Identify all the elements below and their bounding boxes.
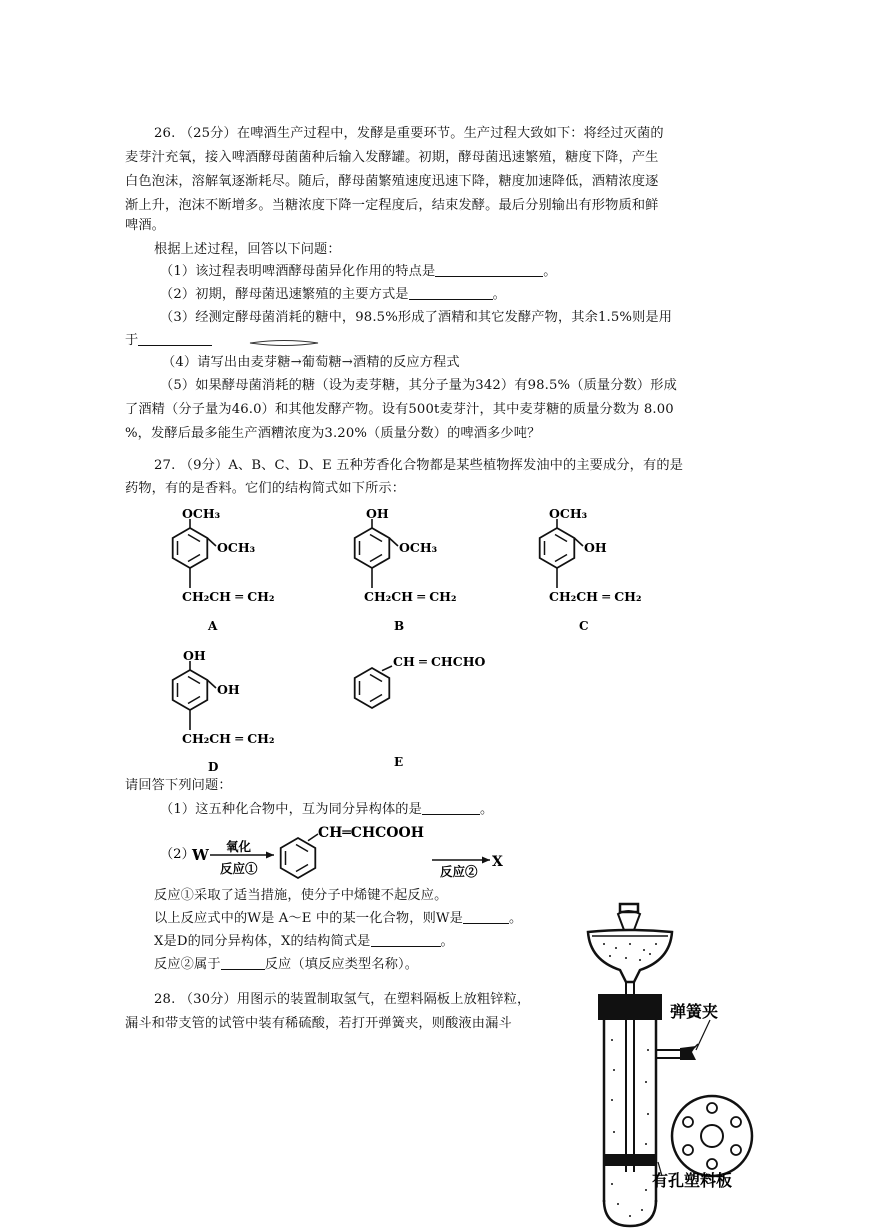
q27-ask: 请回答下列问题： — [125, 778, 232, 793]
answer-blank[interactable] — [371, 932, 441, 947]
A-side-group: OCH₃ — [217, 540, 256, 555]
q26-sub-5b: 了酒精（分子量为46.0）和其他发酵产物。设有500t麦芽汁，其中麦芽糖的质量分数为 8.00 — [125, 402, 674, 417]
q26-sub-3a: （3）经测定酵母菌消耗的糖中，98.5%形成了酒精和其它发酵产物，其余1.5%则是用 — [160, 310, 673, 325]
product-X: X — [492, 854, 503, 870]
D-label: D — [208, 760, 219, 774]
q26-sub-5c: %，发酵后最多能生产酒糟浓度为3.20%（质量分数）的啤酒多少吨？ — [125, 426, 541, 441]
q26-line-2: 麦芽汁充氧，接入啤酒酵母菌菌种后输入发酵罐。初期，酵母菌迅速繁殖，糖度下降，产生 — [125, 150, 659, 165]
A-top-group: OCH₃ — [182, 506, 221, 521]
D-top-group: OH — [183, 648, 206, 663]
answer-blank[interactable] — [422, 800, 480, 815]
product-group: CH═CHCOOH — [318, 825, 424, 841]
perforated-plate-top-view-icon — [672, 1096, 752, 1176]
q27-note-4a: 反应②属于 — [154, 957, 221, 972]
q28-line-1: 28. （30分）用图示的装置制取氢气，在塑料隔板上放粗锌粒， — [154, 992, 531, 1007]
structure-B — [355, 506, 457, 633]
A-chain: CH₂CH ═ CH₂ — [182, 589, 275, 604]
answer-blank[interactable] — [221, 955, 265, 970]
B-label: B — [394, 619, 405, 633]
D-side-group: OH — [217, 682, 240, 697]
spring-clip-label: 弹簧夹 — [670, 1002, 719, 1021]
q26-line-5: 啤酒。 — [125, 218, 166, 233]
q27-line-1: 27. （9分）A、B、C、D、E 五种芳香化合物都是某些植物挥发油中的主要成分，有的是 — [154, 458, 684, 473]
answer-blank[interactable] — [463, 909, 509, 924]
q26-sub-1-text: （1）该过程表明啤酒酵母菌异化作用的特点是 — [160, 264, 436, 279]
E-chain: CH ═ CHCHO — [393, 654, 486, 669]
q27-sub-1 — [160, 800, 493, 820]
D-chain: CH₂CH ═ CH₂ — [182, 731, 275, 746]
B-top-group: OH — [366, 506, 389, 521]
structure-D — [173, 648, 275, 774]
sub-2-prefix: （2） — [160, 847, 195, 862]
structure-C — [540, 506, 642, 633]
q27-note-2-text: 以上反应式中的W是 A～E 中的某一化合物，则W是 — [154, 911, 463, 926]
q26-sub-3b-text: 于 — [125, 333, 139, 348]
B-side-group: OCH₃ — [399, 540, 438, 555]
reactant-W: W — [192, 846, 209, 864]
C-chain: CH₂CH ═ CH₂ — [549, 589, 642, 604]
q27-note-4b: 反应（填反应类型名称）。 — [264, 957, 419, 972]
spring-clip-icon — [680, 1046, 696, 1060]
plate-icon — [604, 1154, 656, 1166]
period: 。 — [508, 911, 523, 926]
structure-A — [173, 506, 275, 633]
reaction-2-label: 反应② — [440, 864, 478, 879]
q26-intro: 根据上述过程，回答以下问题： — [154, 242, 341, 257]
q27-note-3-text: X是D的同分异构体，X的结构简式是 — [154, 934, 371, 949]
q26-sub-4: （4）请写出由麦芽糖→葡萄糖→酒精的反应方程式 — [162, 355, 460, 370]
q26-sub-2-text: （2）初期，酵母菌迅速繁殖的主要方式是 — [160, 287, 409, 302]
q26-line-1: 26. （25分）在啤酒生产过程中，发酵是重要环节。生产过程大致如下：将经过灭菌的 — [154, 126, 664, 141]
E-label: E — [394, 755, 404, 769]
reaction-1-label: 反应① — [220, 861, 258, 876]
q27-sub-1-text: （1）这五种化合物中，互为同分异构体的是 — [160, 802, 422, 817]
B-chain: CH₂CH ═ CH₂ — [364, 589, 457, 604]
C-top-group: OCH₃ — [549, 506, 588, 521]
A-label: A — [208, 619, 218, 633]
q27-note-2 — [154, 909, 522, 929]
q26-line-3: 白色泡沫，溶解氧逐渐耗尽。随后，酵母菌繁殖速度迅速下降，糖度加速降低，酒精浓度逐 — [125, 174, 659, 189]
q26-sub-5a: （5）如果酵母菌消耗的糖（设为麦芽糖，其分子量为342）有98.5%（质量分数）形成 — [160, 378, 677, 393]
period: 。 — [492, 287, 506, 302]
reaction-scheme — [150, 818, 530, 882]
C-label: C — [579, 619, 589, 633]
q26-line-4: 渐上升，泡沫不断增多。当糖浓度下降一定程度后，结束发酵。最后分别输出有形物质和鲜 — [125, 198, 659, 213]
q27-note-4 — [154, 955, 418, 975]
period: 。 — [440, 934, 454, 949]
q28-line-2: 漏斗和带支管的试管中装有稀硫酸，若打开弹簧夹，则酸液由漏斗 — [125, 1016, 512, 1031]
oxidation-label: 氧化 — [226, 839, 252, 854]
C-side-group: OH — [584, 540, 607, 555]
period: 。 — [543, 264, 557, 279]
hydrogen-apparatus-figure — [560, 900, 860, 1228]
q27-note-1: 反应①采取了适当措施，使分子中烯键不起反应。 — [154, 888, 448, 903]
perforated-plate-label: 有孔塑料板 — [652, 1171, 733, 1190]
q27-note-3 — [154, 932, 454, 952]
q27-line-2: 药物，有的是香料。它们的结构简式如下所示： — [125, 481, 406, 496]
period: 。 — [479, 802, 494, 817]
structure-E — [355, 654, 486, 769]
